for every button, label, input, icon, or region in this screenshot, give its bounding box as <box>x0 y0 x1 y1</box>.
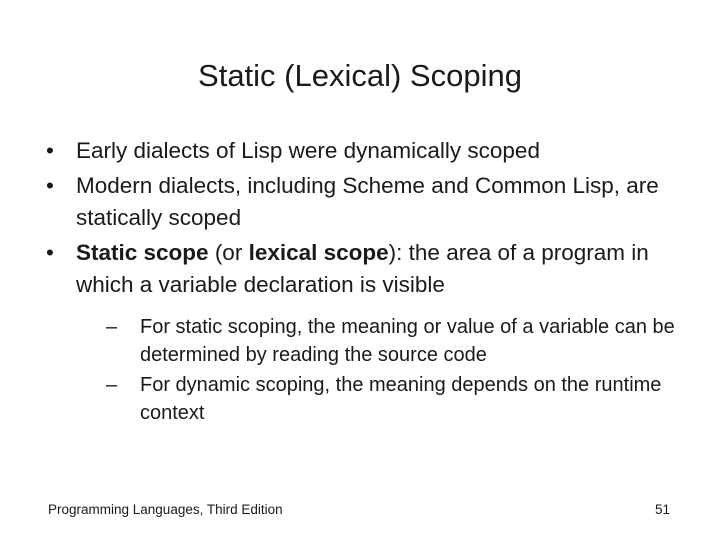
footer-book-title: Programming Languages, Third Edition <box>48 502 283 517</box>
term-static-scope: Static scope <box>76 240 209 265</box>
slide-title: Static (Lexical) Scoping <box>198 58 522 93</box>
bullet-marker: • <box>46 240 54 265</box>
sub-bullet-item <box>106 371 716 427</box>
term-lexical-scope: lexical scope <box>248 240 389 265</box>
bullet-text: Modern dialects, including Scheme and Common Lisp, are statically scoped <box>76 173 659 230</box>
bullet-list <box>44 135 684 430</box>
bullet-item <box>44 135 684 167</box>
bullet-marker: • <box>46 138 54 163</box>
sub-bullet-list <box>106 313 716 427</box>
bullet-item <box>44 170 684 234</box>
bullet-text: Early dialects of Lisp were dynamically scoped <box>76 138 540 163</box>
bullet-text-rest: ): the area of a program in which a variable declaration is visible <box>76 240 649 297</box>
bullet-marker: • <box>46 173 54 198</box>
footer-page-number: 51 <box>654 502 670 517</box>
bullet-item <box>44 237 684 427</box>
sub-bullet-item <box>106 313 716 369</box>
sub-bullet-text: For dynamic scoping, the meaning depends on the runtime context <box>140 374 662 424</box>
sub-bullet-text: For static scoping, the meaning or value of a variable can be determined by reading the source code <box>140 316 675 366</box>
bullet-text <box>76 240 649 297</box>
bullet-text-mid: (or <box>208 240 249 265</box>
sub-bullet-marker: – <box>106 374 118 396</box>
sub-bullet-marker: – <box>106 316 118 338</box>
